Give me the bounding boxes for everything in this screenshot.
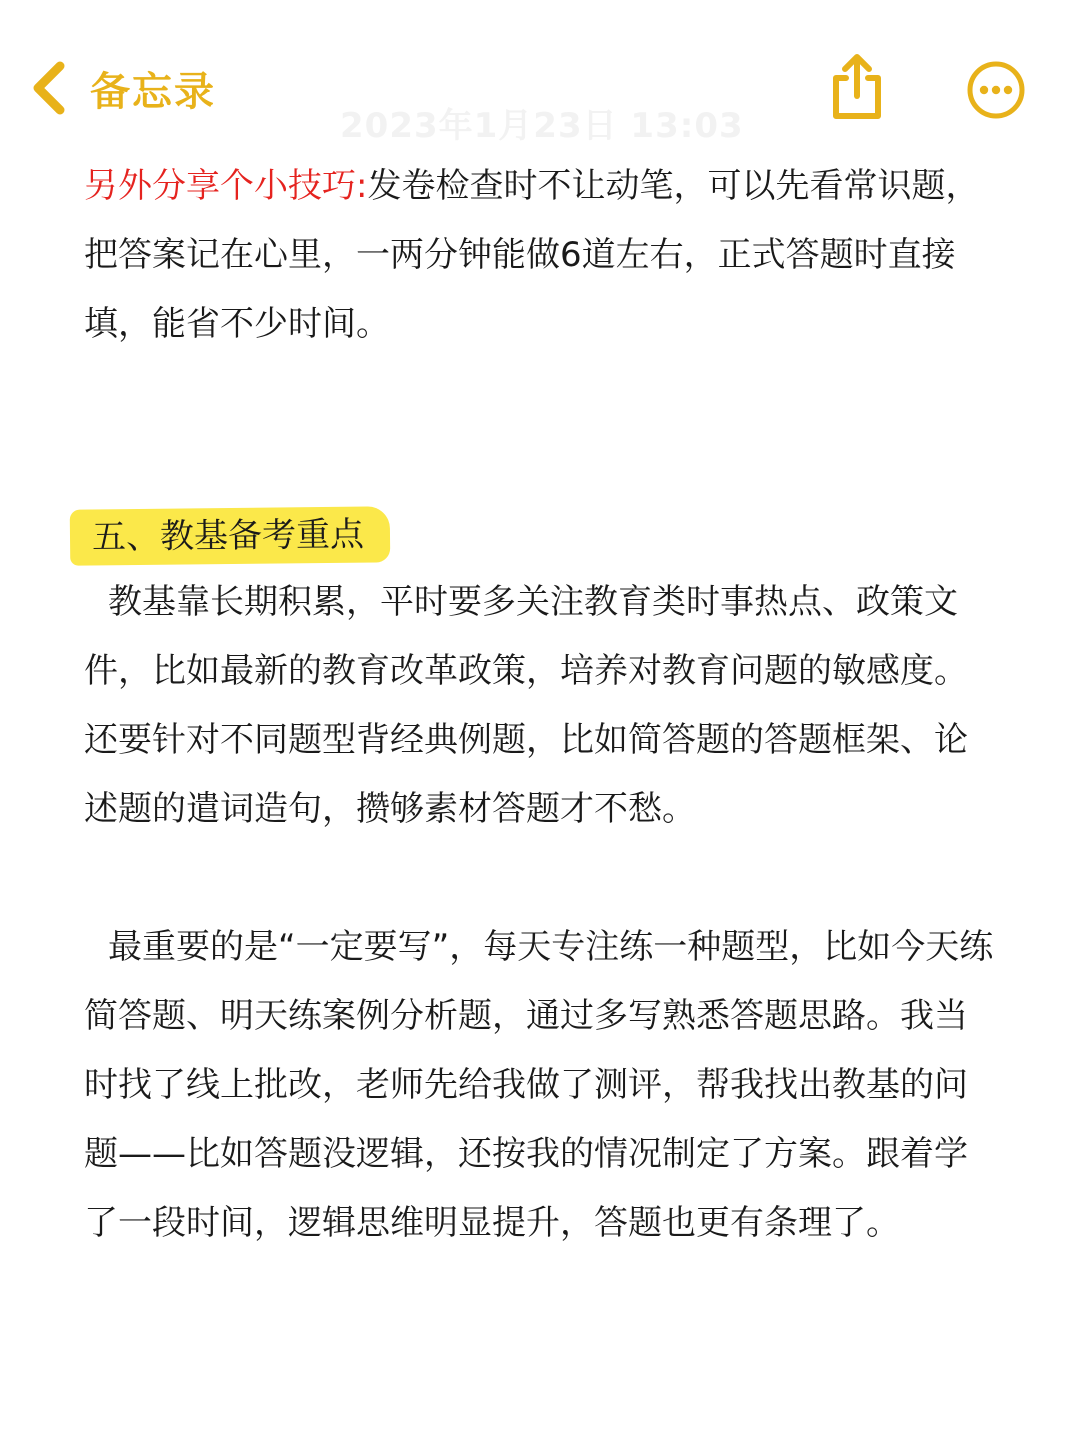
share-button[interactable] (826, 52, 888, 122)
note-date: 2023年1月23日 13:03 (340, 106, 744, 146)
more-options-button[interactable] (966, 60, 1026, 120)
section-paragraph-2: 最重要的是“一定要写”，每天专注练一种题型，比如今天练简答题、明天练案例分析题，通过多写熟悉答题思路。我当时找了线上批改，老师先给我做了测评，帮我找出教基的问题——比如答题没逻辑，还按我的情况制定了方案。跟着学了一段时间，逻辑思维明显提升，答题也更有条理了。 (84, 927, 994, 1243)
tip-label: 另外分享个小技巧: (84, 166, 368, 206)
tip-paragraph (84, 152, 1000, 359)
back-button[interactable] (28, 58, 216, 118)
navigation-bar (0, 0, 1080, 150)
section-paragraph-2-block (84, 913, 1000, 1258)
back-label: 备忘录 (90, 68, 216, 115)
section-heading: 五、教基备考重点 (70, 506, 391, 565)
chevron-left-icon (28, 60, 68, 116)
tip-block (84, 152, 1000, 359)
share-icon (826, 52, 888, 122)
section-paragraph-1: 教基靠长期积累，平时要多关注教育类时事热点、政策文件，比如最新的教育改革政策，培养对教育问题的敏感度。还要针对不同题型背经典例题，比如简答题的答题框架、论述题的遣词造句，攒够素材答题才不愁。 (84, 582, 968, 829)
more-icon (966, 60, 1026, 120)
tip-text: 发卷检查时不让动笔，可以先看常识题，把答案记在心里，一两分钟能做6道左右，正式答题时直接填，能省不少时间。 (84, 166, 980, 344)
section-paragraph-1-block (84, 568, 1000, 844)
